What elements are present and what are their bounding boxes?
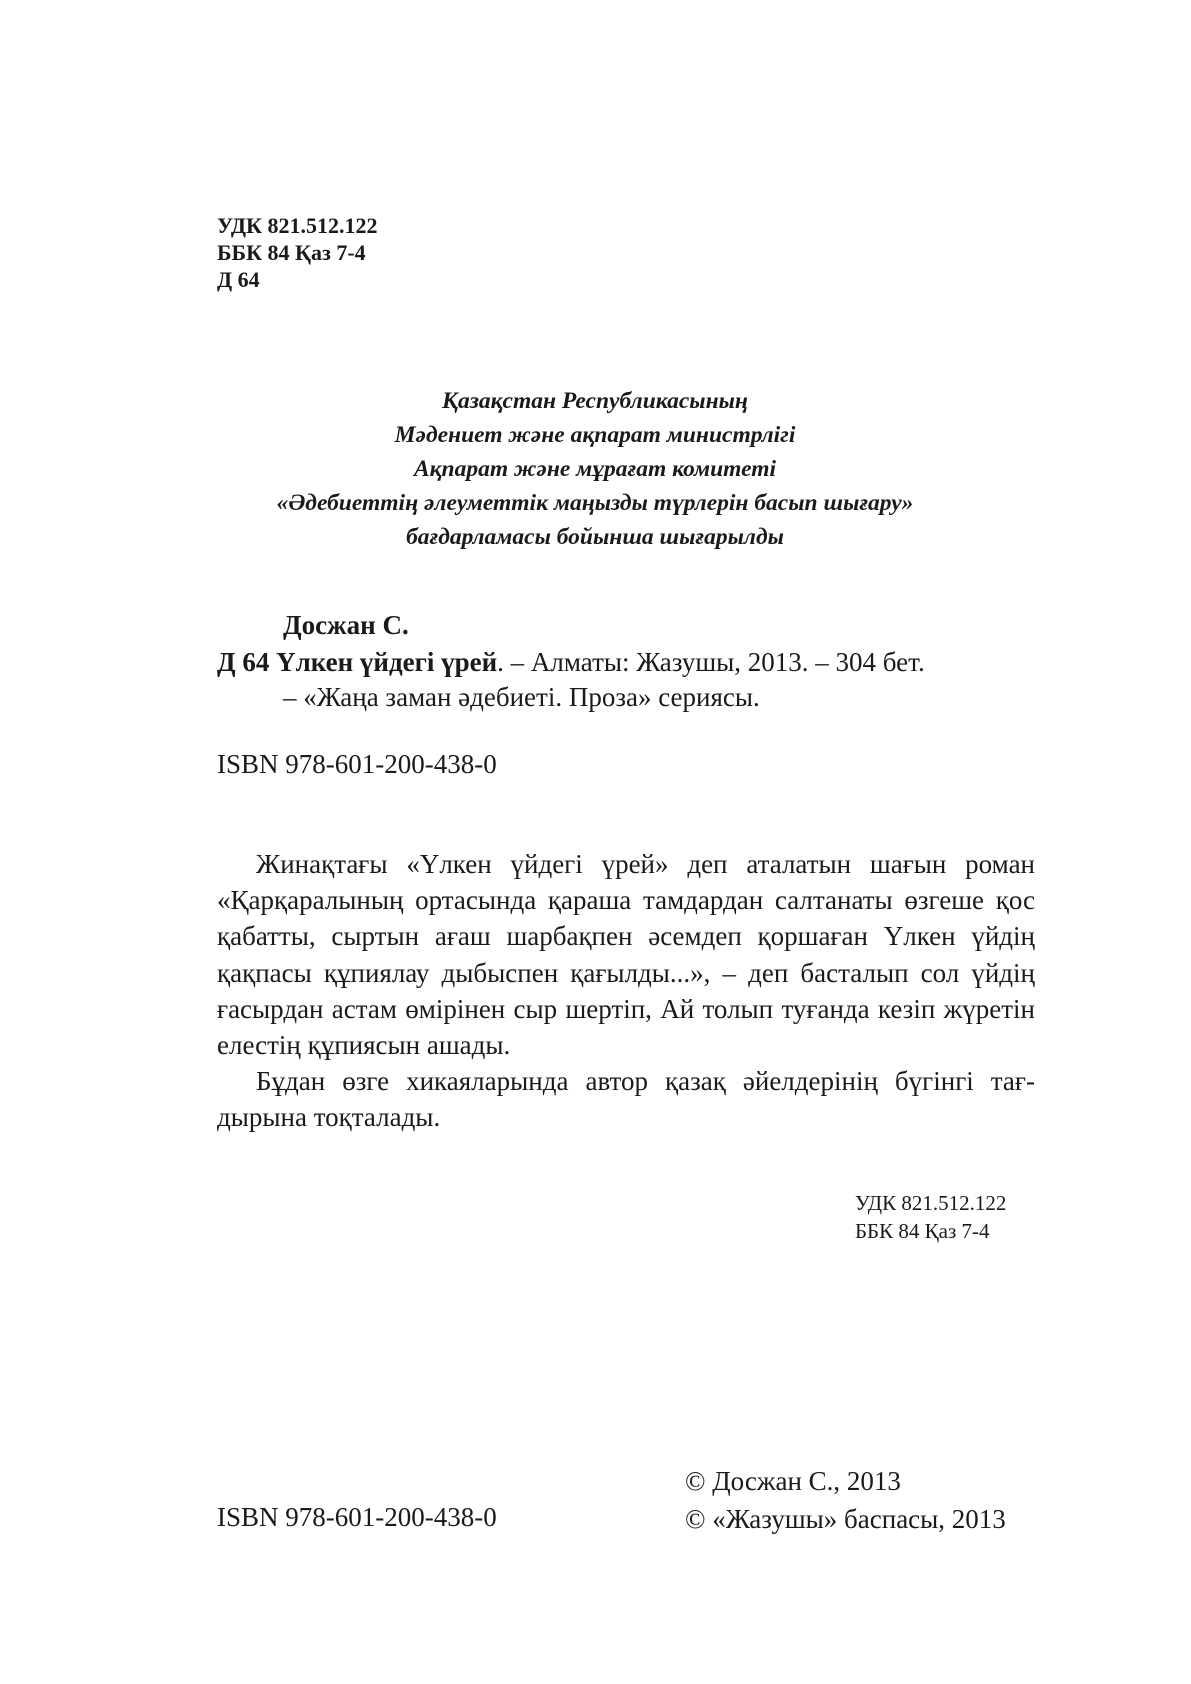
author-index-code: Д 64 — [217, 267, 260, 292]
isbn-entry: ISBN 978-601-200-438-0 — [217, 749, 497, 779]
annotation-paragraph: Жинақтағы «Үлкен үйдегі үрей» деп аталатын шағын роман «Қарқаралының ортасында қараша тамдардан салтанаты өзгеше қос қабатты, сыртын ағаш шарбақпен әсемдеп қоршаған Үлкен үйдің қақпасы құпиялау дыбыспен қағылды...», – деп басталып сол үйдің ғасырдан астам өмірінен сыр шертіп, Ай толып туғанда кезіп жүретін елестің құпиясын ашады. — [217, 849, 1035, 1061]
book-series: – «Жаңа заман әдебиеті. Проза» сериясы. — [283, 682, 760, 712]
entry-index: Д 64 — [217, 647, 270, 677]
note-line: Мәдениет және ақпарат министрлігі — [394, 422, 796, 448]
classification-codes — [217, 212, 378, 293]
classification-codes-right — [855, 1189, 1006, 1245]
note-line: Ақпарат және мұрағат комитеті — [413, 456, 777, 482]
bbk-code: ББК 84 Қаз 7-4 — [855, 1219, 990, 1243]
isbn-footer: ISBN 978-601-200-438-0 — [217, 1502, 497, 1532]
copyright-publisher: © «Жазушы» баспасы, 2013 — [685, 1504, 1006, 1534]
copyright-author: © Досжан С., 2013 — [685, 1466, 901, 1496]
note-line: Қазақстан Республикасының — [442, 388, 748, 414]
bibliographic-entry — [217, 645, 925, 679]
annotation-paragraph: Бұдан өзге хикаяларында автор қазақ әйелдерінің бүгінгі тағдырына тоқталады. — [217, 1066, 1035, 1133]
publisher-note — [200, 384, 990, 554]
author-name: Досжан С. — [283, 610, 409, 640]
udk-code: УДК 821.512.122 — [217, 213, 378, 238]
copyright-block — [685, 1462, 1006, 1538]
book-title: Үлкен үйдегі үрей — [276, 647, 498, 677]
bbk-code: ББК 84 Қаз 7-4 — [217, 240, 366, 265]
udk-code: УДК 821.512.122 — [855, 1191, 1007, 1215]
book-imprint: . – Алматы: Жазушы, 2013. – 304 бет. — [497, 647, 925, 677]
note-line: бағдарламасы бойынша шығарылды — [406, 524, 784, 550]
annotation — [217, 846, 1035, 1136]
note-line: «Әдебиеттің әлеуметтік маңызды түрлерін басып шығару» — [276, 490, 914, 516]
